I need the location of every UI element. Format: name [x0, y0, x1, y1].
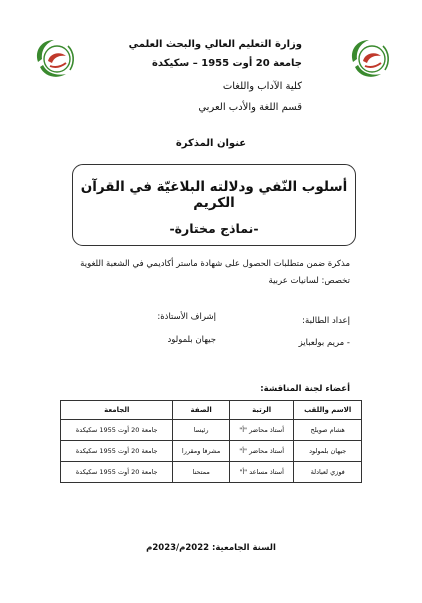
member-university: جامعة 20 أوت 1955 سكيكدة — [61, 462, 173, 483]
ministry-line: وزارة التعليم العالي والبحث العلمي — [128, 39, 302, 50]
header-rank: الرتبة — [229, 401, 294, 420]
memo-label: عنوان المذكرة — [175, 138, 247, 149]
member-name: هشام صويلح — [294, 420, 362, 441]
thesis-title: أسلوب النّفي ودلالته البلاغيّة في القرآن الكريم — [80, 179, 348, 211]
member-rank: أستاذ محاضر "أ" — [229, 420, 294, 441]
member-name: جيهان بلمولود — [294, 441, 362, 462]
committee-table — [60, 400, 362, 483]
university-line: جامعة 20 أوت 1955 – سكيكدة — [152, 58, 302, 69]
member-name: فوزي لعبادلة — [294, 462, 362, 483]
academic-year: السنة الجامعية: 2022م/2023م — [146, 543, 276, 553]
member-university: جامعة 20 أوت 1955 سكيكدة — [61, 441, 173, 462]
member-role: ممتحنا — [173, 462, 229, 483]
student-label: إعداد الطالبة: — [302, 316, 350, 326]
table-row — [61, 462, 362, 483]
member-rank: أستاذ محاضر "أ" — [229, 441, 294, 462]
university-logo-right — [345, 34, 395, 84]
header-university: الجامعة — [61, 401, 173, 420]
faculty-line: كلية الآداب واللغات — [222, 81, 302, 92]
member-rank: أستاذ مساعد "أ" — [229, 462, 294, 483]
degree-description: مذكرة ضمن متطلبات الحصول على شهادة ماستر أكاديمي في الشعبة اللغوية — [80, 259, 350, 269]
committee-label: أعضاء لجنة المناقشة: — [260, 384, 350, 394]
university-logo-left — [30, 34, 80, 84]
specialty-line: تخصص: لسانيات عربية — [268, 276, 350, 286]
member-role: مشرفا ومقررا — [173, 441, 229, 462]
table-header-row — [61, 401, 362, 420]
table-row — [61, 441, 362, 462]
supervisor-label: إشراف الأستاذة: — [157, 312, 216, 322]
supervisor-name: جيهان بلمولود — [167, 335, 216, 345]
thesis-subtitle: -نماذج مختارة- — [169, 221, 259, 236]
header-name: الاسم واللقب — [294, 401, 362, 420]
student-name: - مريم بولعبايز — [298, 338, 350, 348]
table-row — [61, 420, 362, 441]
header-role: الصفة — [173, 401, 229, 420]
department-line: قسم اللغة والأدب العربي — [198, 102, 302, 113]
member-university: جامعة 20 أوت 1955 سكيكدة — [61, 420, 173, 441]
title-box — [72, 164, 356, 246]
member-role: رئيسا — [173, 420, 229, 441]
